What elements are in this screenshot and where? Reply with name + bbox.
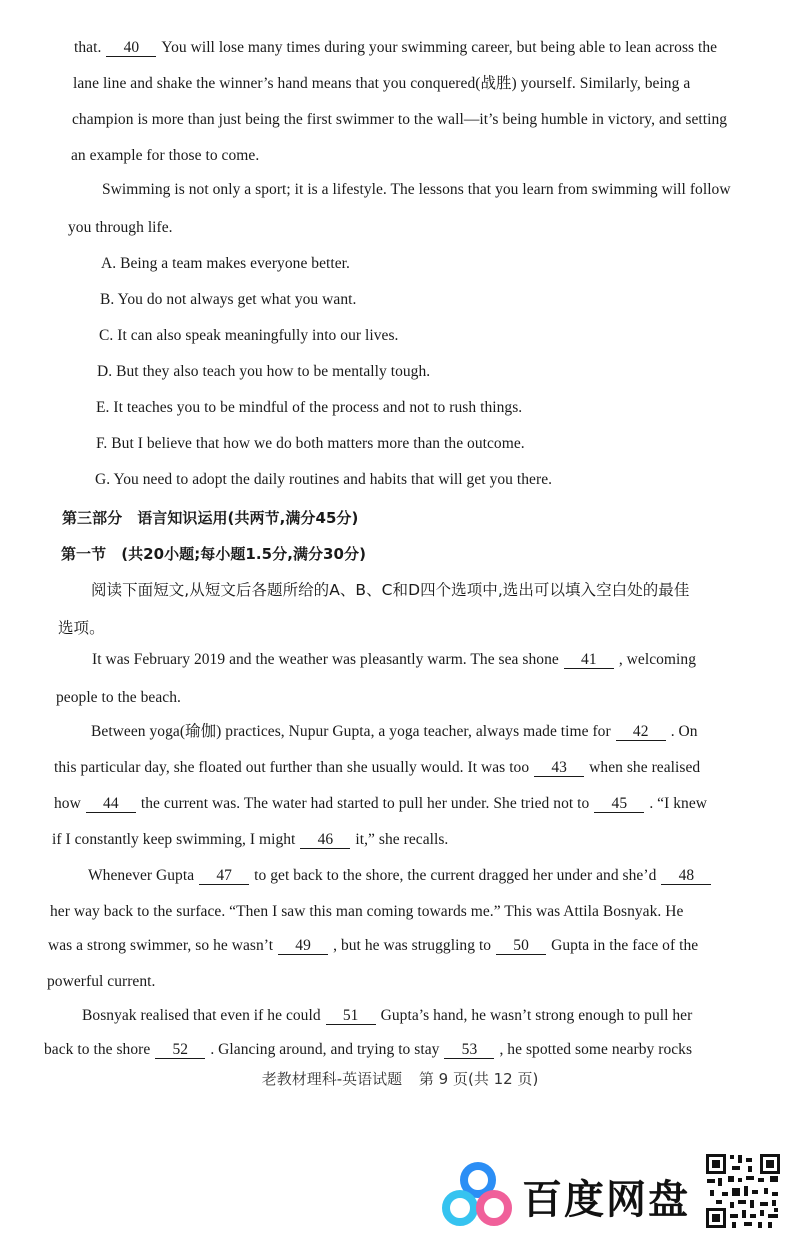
blank-50: 50	[496, 938, 546, 955]
passage-line: an example for those to come.	[71, 147, 260, 164]
blank-47: 47	[199, 868, 249, 885]
cloze-line: her way back to the surface. “Then I saw this man coming towards me.” This was Attila Bosnyak. He	[50, 903, 684, 920]
option-c: C. It can also speak meaningfully into our lives.	[99, 327, 399, 344]
instruction-text: 阅读下面短文,从短文后各题所给的A、B、C和D四个选项中,选出可以填入空白处的最佳	[91, 581, 690, 599]
cloze-line: how 44 the current was. The water had started to pull her under. She tried not to 45 . “I knew	[54, 795, 708, 812]
passage-line: Swimming is not only a sport; it is a lifestyle. The lessons that you learn from swimming will follow	[102, 181, 731, 198]
blank-48: 48	[661, 868, 711, 885]
cloze-line: people to the beach.	[56, 689, 181, 706]
cloud-logo-icon	[440, 1160, 516, 1230]
brand-name: 百度网盘	[522, 1177, 690, 1223]
cloze-line: back to the shore 52 . Glancing around, and trying to stay 53 , he spotted some nearby rocks	[44, 1041, 693, 1058]
blank-41: 41	[564, 652, 614, 669]
cloze-line: It was February 2019 and the weather was pleasantly warm. The sea shone 41 , welcoming	[92, 651, 697, 668]
cloze-line: if I constantly keep swimming, I might 46 it,” she recalls.	[52, 831, 449, 848]
option-b: B. You do not always get what you want.	[100, 291, 357, 308]
option-g: G. You need to adopt the daily routines and habits that will get you there.	[95, 471, 553, 488]
page-number: 第 9 页(共 12 页)	[418, 1070, 539, 1088]
cloze-line: powerful current.	[47, 973, 156, 990]
page-footer	[0, 1068, 800, 1089]
blank-43: 43	[534, 760, 584, 777]
exam-name: 老教材理科-英语试题	[261, 1070, 403, 1088]
watermark	[440, 1160, 700, 1230]
section1-heading: 第一节 (共20小题;每小题1.5分,满分30分)	[61, 545, 366, 563]
blank-44: 44	[86, 796, 136, 813]
cloze-line: Bosnyak realised that even if he could 51 Gupta’s hand, he wasn’t strong enough to pull her	[82, 1007, 693, 1024]
passage-line: you through life.	[68, 219, 173, 236]
blank-45: 45	[594, 796, 644, 813]
option-d: D. But they also teach you how to be mentally tough.	[97, 363, 431, 380]
blank-51: 51	[326, 1008, 376, 1025]
cloze-line: Whenever Gupta 47 to get back to the shore, the current dragged her under and she’d 48	[0, 866, 800, 886]
blank-40: 40	[106, 40, 156, 57]
instruction-text: 选项。	[58, 619, 105, 637]
blank-42: 42	[616, 724, 666, 741]
blank-53: 53	[444, 1042, 494, 1059]
option-a: A. Being a team makes everyone better.	[101, 255, 350, 272]
option-f: F. But I believe that how we do both matters more than the outcome.	[96, 435, 525, 452]
blank-46: 46	[300, 832, 350, 849]
passage-line: lane line and shake the winner’s hand means that you conquered(战胜) yourself. Similarly, being a	[73, 75, 691, 92]
passage-line: champion is more than just being the first swimmer to the wall—it’s being humble in victory, and setting	[72, 111, 728, 128]
qr-code-icon	[704, 1152, 782, 1230]
blank-49: 49	[278, 938, 328, 955]
passage-line: that. 40 You will lose many times during your swimming career, but being able to lean across the	[74, 39, 718, 56]
blank-52: 52	[155, 1042, 205, 1059]
cloze-line: this particular day, she floated out further than she usually would. It was too 43 when she realised	[54, 759, 701, 776]
cloze-line: Between yoga(瑜伽) practices, Nupur Gupta, a yoga teacher, always made time for 42 . On	[91, 723, 698, 740]
option-e: E. It teaches you to be mindful of the process and not to rush things.	[96, 399, 523, 416]
section3-heading: 第三部分 语言知识运用(共两节,满分45分)	[62, 509, 359, 527]
cloze-line: was a strong swimmer, so he wasn’t 49 , but he was struggling to 50 Gupta in the face of the	[48, 937, 699, 954]
